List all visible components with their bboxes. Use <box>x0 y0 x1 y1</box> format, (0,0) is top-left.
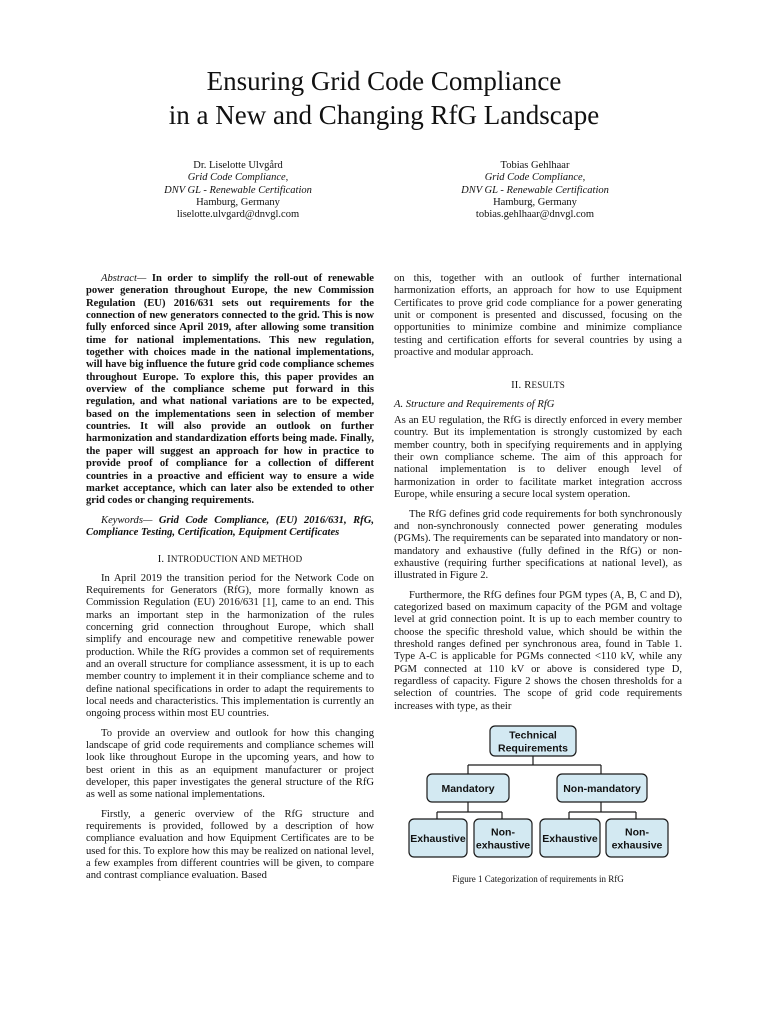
author-email: tobias.gehlhaar@dnvgl.com <box>475 209 595 221</box>
author-dept: Grid Code Compliance, <box>187 172 289 184</box>
subsection-heading: A. Structure and Requirements of RfG <box>394 398 555 410</box>
box-label: Non- <box>625 826 649 839</box>
right-column <box>394 273 682 883</box>
box-technical-requirements <box>490 726 576 756</box>
box-exhaustive-1 <box>409 819 467 857</box>
abstract <box>86 273 374 508</box>
box-label: Requirements <box>497 742 569 755</box>
title-line-2: in a New and Changing RfG Landscape <box>168 100 600 130</box>
box-non-exhaustive-2 <box>606 819 668 857</box>
author-block-2 <box>405 160 665 221</box>
figure-1 <box>394 723 682 883</box>
section-heading-2: II. RESULTS <box>511 380 565 392</box>
figure-caption: Figure 1 Categorization of requirements in RfG <box>452 874 624 884</box>
title-line-1: Ensuring Grid Code Compliance <box>206 66 562 96</box>
box-label: Technical <box>509 729 557 742</box>
abstract-lead: Abstract— <box>101 273 147 284</box>
requirements-tree-diagram <box>394 723 682 871</box>
paragraph: As an EU regulation, the RfG is directly enforced in every member country. But its implementation is strongly customized by each member country, both in specifying requirements and in applying their own compliance scheme. The aim of this approach for national implementation is to deliver enough level of harmonization in order to facilitate market integration accross Europe, while ensuring a secure local system operation. <box>394 415 682 501</box>
paragraph: To provide an overview and outlook for how this changing landscape of grid code requirements and compliance schemes will look like throughout Europe in the upcoming years, and how to best orient in this as an equipment manufacturer or project developer, this paper investigates the general structure of the RfG as well as some national implementations. <box>86 727 374 801</box>
box-label: Mandatory <box>441 783 495 795</box>
paragraph: Firstly, a generic overview of the RfG structure and requirements is provided, followed by a description of how compliance evaluation and how Equipment Certificates are to be used for this. To explore how this may be realized on national level, a few examples from different countries will be given, to compare and contrast compliance evaluation. Based <box>86 808 374 882</box>
paragraph: on this, together with an outlook of further international harmonization efforts, an approach for how to use Equipment Certificates to prove grid code compliance for a power generating unit or component is presented and discussed, focusing on the opportunities to minimize combine and minimize compliance testing and certification efforts for several countries by using a proactive and modular approach. <box>394 273 682 359</box>
author-name: Tobias Gehlhaar <box>500 160 570 171</box>
author-city: Hamburg, Germany <box>196 196 280 208</box>
box-label: exhaustive <box>475 839 531 852</box>
box-label: Exhaustive <box>542 833 598 845</box>
author-name: Dr. Liselotte Ulvgård <box>193 160 283 171</box>
box-non-exhaustive-1 <box>474 819 532 857</box>
paragraph: Furthermore, the RfG defines four PGM types (A, B, C and D), categorized based on maximum capacity of the PGM and voltage level at grid connection point. It is up to each member country to choose the specific threshold value, which should be within the threshold ranges defined per synchronous area, found in Table 1. Type A-C is applicable for PGMs connected <110 kV, while any PGM connected at 110 kV or above is considered type D, regardless of capacity. Figure 2 shows the chosen thresholds for a selection of countries. The scope of grid code requirements increases with type, as their <box>394 589 682 712</box>
paper-title <box>0 64 768 132</box>
author-block-1 <box>108 160 368 221</box>
author-email: liselotte.ulvgard@dnvgl.com <box>176 209 300 221</box>
author-org: DNV GL - Renewable Certification <box>164 184 312 196</box>
keywords-text: Grid Code Compliance, (EU) 2016/631, RfG, Compliance Testing, Certification, Equipment Certificates <box>86 514 374 538</box>
box-exhaustive-2 <box>540 819 600 857</box>
abstract-text: In order to simplify the roll-out of renewable power generation throughout Europe, the new Commission Regulation (EU) 2016/631 sets out requirements for the connection of new generators connected to the grid. This is now fully enforced since April 2019, after allowing some transition time for national implementations. This new regulation, together with choices made in the national implementations, will have big influence the future grid code compliance schemes throughout Europe. To explore this, this paper provides an overview of the compliance scheme put forward in this regulation, and what national variations are to be expected, based on the implementations seen in selection of member countries. It will also provide an outlook on further harmonization and standardization efforts being made. Finally, the paper will suggest an approach for how in practice to provide proof of compliance for a collection of different countries in a proactive and efficient way to ensure a wide market acceptance, which can later also be extended to other grid codes or changing requirements. <box>86 273 374 507</box>
keywords <box>86 515 374 540</box>
diagram-boxes <box>409 726 668 857</box>
author-city: Hamburg, Germany <box>493 196 577 208</box>
box-label: Non- <box>491 826 515 839</box>
paragraph: The RfG defines grid code requirements for both synchronously and non-synchronously connected power generating modules (PGMs). The requirements can be separated into mandatory or non-mandatory and exhaustive (fully defined in the RfG) or non-exhaustive (requiring further specifications at national level), as illustrated in Figure 2. <box>394 508 682 582</box>
box-label: Non-mandatory <box>563 783 641 795</box>
keywords-lead: Keywords— <box>101 514 153 526</box>
box-mandatory <box>427 774 509 802</box>
box-label: Exhaustive <box>410 833 466 845</box>
section-heading-1: I. INTRODUCTION AND METHOD <box>157 554 303 566</box>
paragraph: In April 2019 the transition period for the Network Code on Requirements for Generators (RfG), more formally known as Commission Regulation (EU) 2016/631 [1], came to an end. This marks an important step in the harmonization of the rules concerning grid connection throughout Europe, which shall simplify and encourage new and competitive renewable power production. While the RfG provides a common set of requirements and an overall structure for compliance assessment, it is up to each member country to implement it in their compliance scheme and to define national specifications in order to adapt the requirements to local needs and characteristics. This implementation is currently an ongoing process within most EU countries. <box>86 572 374 720</box>
author-org: DNV GL - Renewable Certification <box>461 184 609 196</box>
box-label: exhausive <box>611 839 663 852</box>
author-dept: Grid Code Compliance, <box>484 172 586 184</box>
left-column <box>86 273 374 883</box>
box-non-mandatory <box>557 774 647 802</box>
